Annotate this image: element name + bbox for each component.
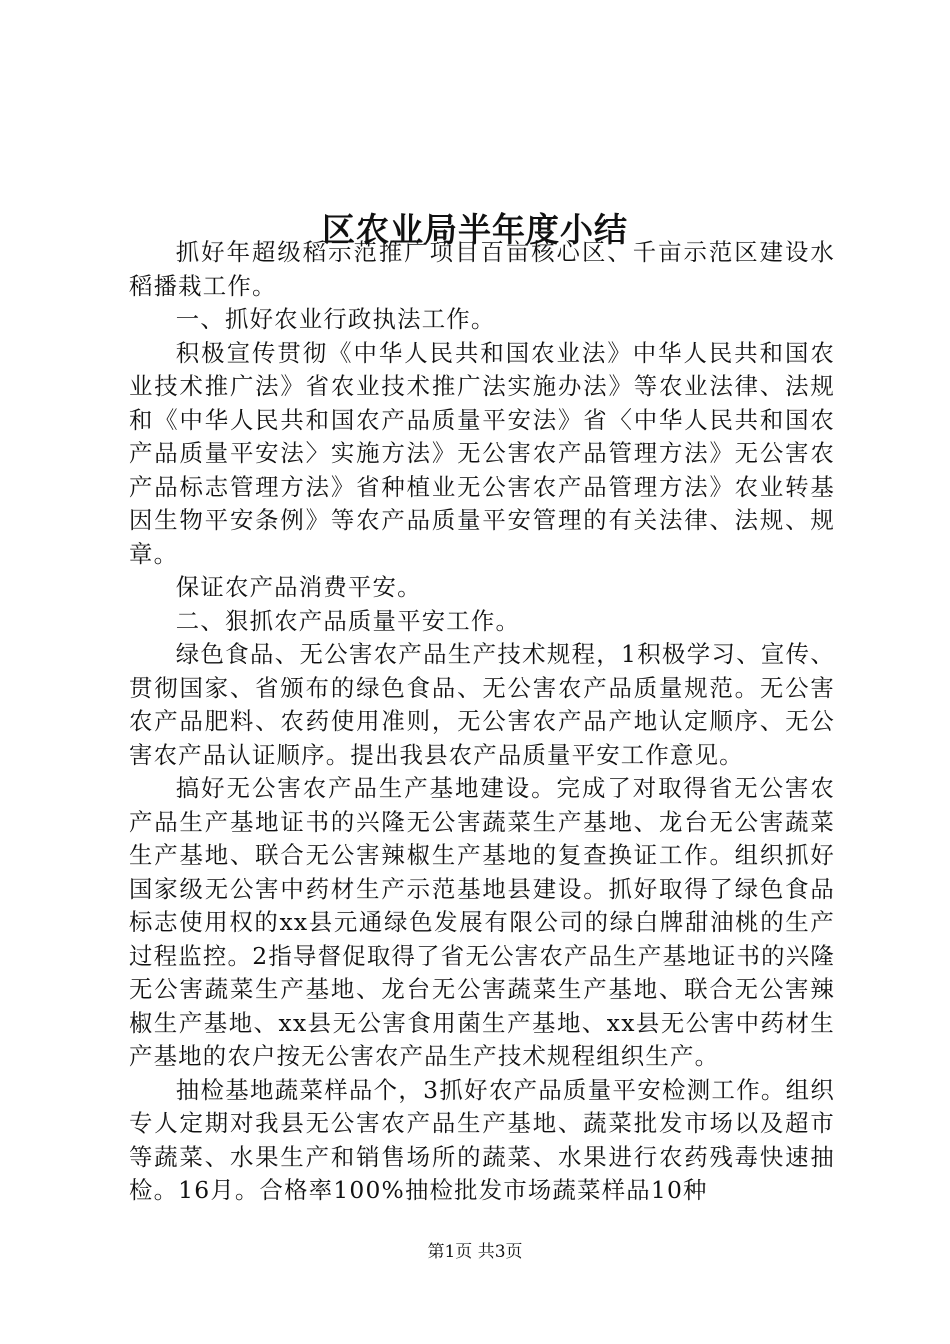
paragraph: 搞好无公害农产品生产基地建设。完成了对取得省无公害农产品生产基地证书的兴隆无公害蔬菜生产基地、龙台无公害蔬菜生产基地、联合无公害辣椒生产基地的复查换证工作。组织抓好国家级无公害中药材生产示范基地县建设。抓好取得了绿色食品标志使用权的xx县元通绿色发展有限公司的绿白牌甜油桃的生产过程监控。2指导督促取得了省无公害农产品生产基地证书的兴隆无公害蔬菜生产基地、龙台无公害蔬菜生产基地、联合无公害辣椒生产基地、xx县无公害食用菌生产基地、xx县无公害中药材生产基地的农户按无公害农产品生产技术规程组织生产。	[129, 774, 835, 1070]
page-title: 区农业局半年度小结	[322, 210, 628, 250]
paragraph: 抽检基地蔬菜样品个，3抓好农产品质量平安检测工作。组织专人定期对我县无公害农产品生产基地、蔬菜批发市场以及超市等蔬菜、水果生产和销售场所的蔬菜、水果进行农药残毒快速抽检。16月。合格率100%抽检批发市场蔬菜样品10种	[129, 1075, 835, 1204]
paragraph: 抓好年超级稻示范推广项目百亩核心区、千亩示范区建设水稻播栽工作。	[129, 238, 835, 300]
paragraph: 绿色食品、无公害农产品生产技术规程，1积极学习、宣传、贯彻国家、省颁布的绿色食品、无公害农产品质量规范。无公害农产品肥料、农药使用准则，无公害农产品产地认定顺序、无公害农产品认证顺序。提出我县农产品质量平安工作意见。	[129, 640, 835, 769]
page-footer: 第1页 共3页	[427, 1242, 523, 1262]
section-heading: 一、抓好农业行政执法工作。	[175, 305, 496, 333]
paragraph: 积极宣传贯彻《中华人民共和国农业法》中华人民共和国农业技术推广法》省农业技术推广法实施办法》等农业法律、法规和《中华人民共和国农产品质量平安法》省〈中华人民共和国农产品质量平安法〉实施方法》无公害农产品管理方法》无公害农产品标志管理方法》省种植业无公害农产品管理方法》农业转基因生物平安条例》等农产品质量平安管理的有关法律、法规、规章。	[129, 338, 835, 568]
document-body	[129, 236, 835, 1208]
paragraph: 保证农产品消费平安。	[175, 573, 422, 601]
section-heading: 二、狠抓农产品质量平安工作。	[175, 606, 521, 635]
